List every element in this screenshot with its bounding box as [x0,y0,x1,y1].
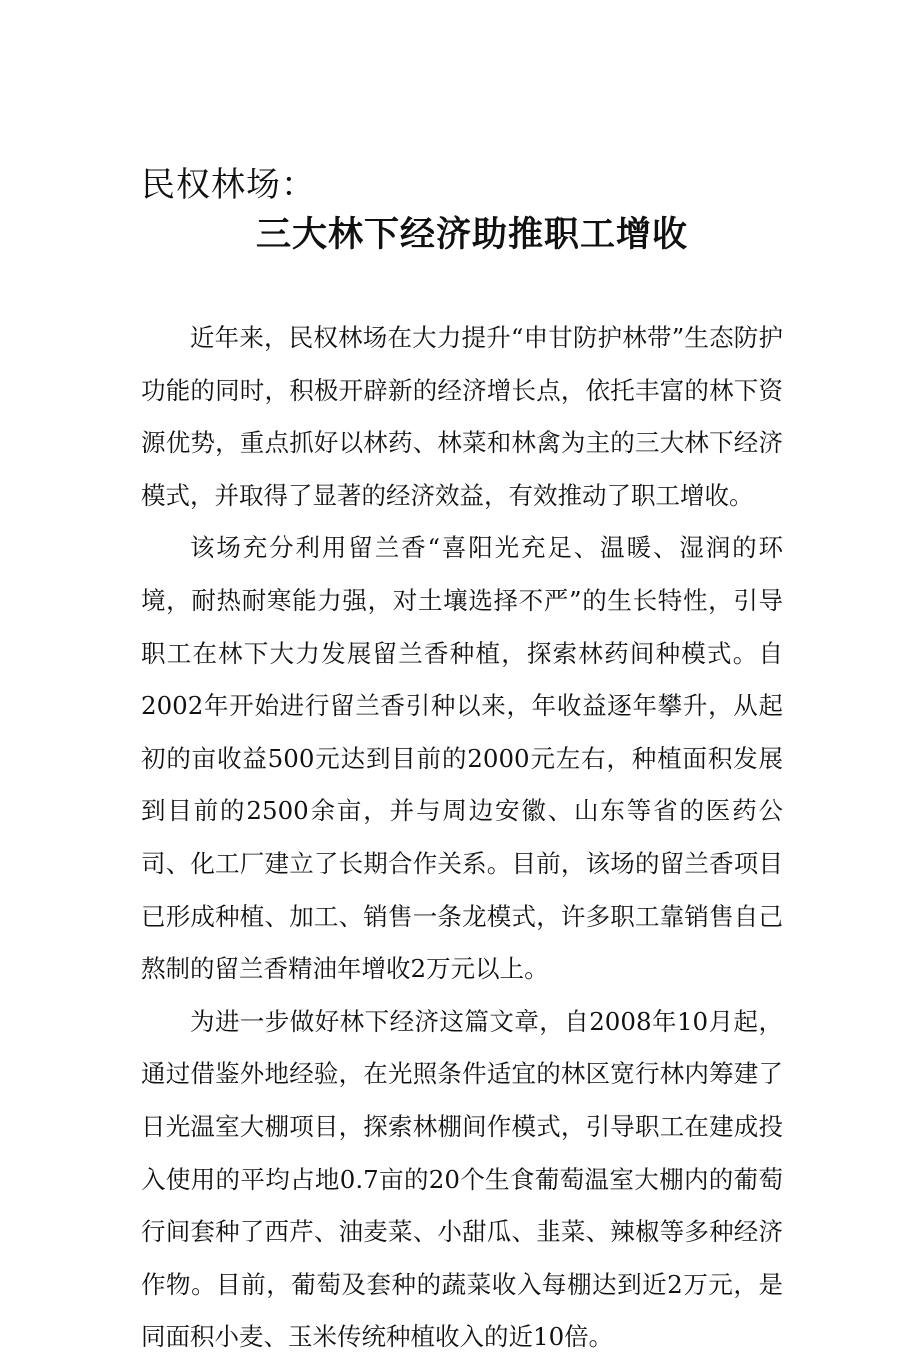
document-body [141,312,783,1364]
document-title-prefix: 民权林场： [141,165,316,205]
paragraph-greenhouse: 为进一步做好林下经济这篇文章，自2008年10月起，通过借鉴外地经验，在光照条件适宜的林区宽行林内筹建了日光温室大棚项目，探索林棚间作模式，引导职工在建成投入使用的平均占地0.7亩的20个生食葡萄温室大棚内的葡萄行间套种了西芹、油麦菜、小甜瓜、韭菜、辣椒等多种经济作物。目前，葡萄及套种的蔬菜收入每棚达到近2万元，是同面积小麦、玉米传统种植收入的近10倍。 [141,1006,783,1352]
paragraph-intro: 近年来，民权林场在大力提升“申甘防护林带”生态防护功能的同时，积极开辟新的经济增长点，依托丰富的林下资源优势，重点抓好以林药、林菜和林禽为主的三大林下经济模式，并取得了显著的经济效益，有效推动了职工增收。 [141,323,783,510]
paragraph-spearmint: 该场充分利用留兰香“喜阳光充足、温暖、湿润的环境，耐热耐寒能力强，对土壤选择不严”的生长特性，引导职工在林下大力发展留兰香种植，探索林药间种模式。自2002年开始进行留兰香引种以来，年收益逐年攀升，从起初的亩收益500元达到目前的2000元左右，种植面积发展到目前的2500余亩，并与周边安徽、山东等省的医药公司、化工厂建立了长期合作关系。目前，该场的留兰香项目已形成种植、加工、销售一条龙模式，许多职工靠销售自己熬制的留兰香精油年增收2万元以上。 [141,533,783,984]
document-title: 三大林下经济助推职工增收 [256,215,689,255]
